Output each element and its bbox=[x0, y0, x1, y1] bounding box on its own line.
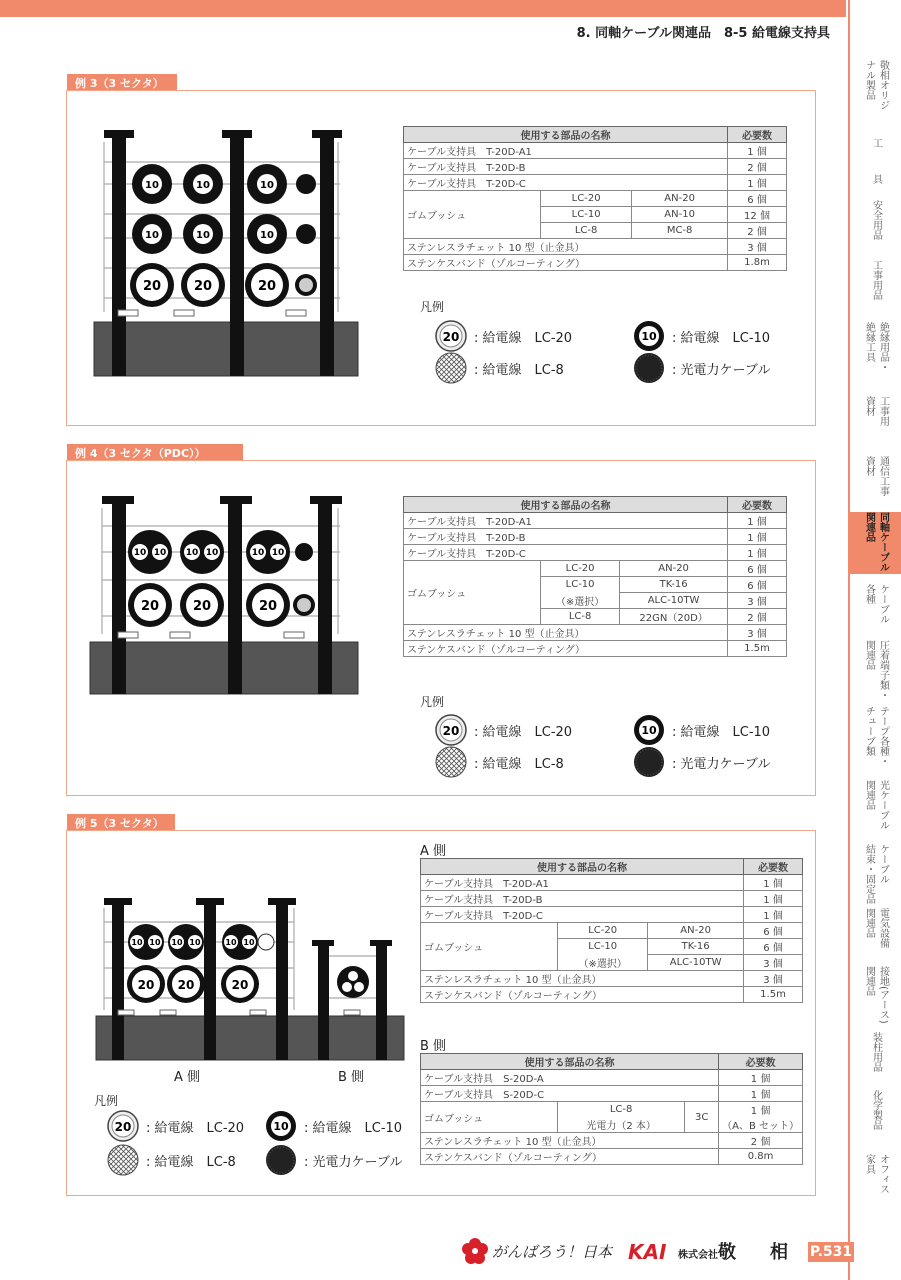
example-5-diagram bbox=[94, 894, 408, 1062]
table-row: ケーブル支持具 T-20D-B 1 個 bbox=[421, 891, 803, 907]
table-row: ステンレスラチェット 10 型（止金具） 2 個 bbox=[421, 1133, 803, 1149]
svg-text:10: 10 bbox=[225, 938, 237, 947]
svg-text:10: 10 bbox=[196, 230, 210, 241]
sidebar-item-binding[interactable]: 結束・固定品 ケーブル bbox=[863, 844, 889, 904]
kai-logo: KAI bbox=[628, 1240, 667, 1264]
cable-label-10: 10 bbox=[145, 180, 159, 191]
example-5-tab: 例 5（3 セクタ） bbox=[67, 814, 175, 830]
table-row: ゴムブッシュ LC-20 AN-20 6 個 bbox=[404, 191, 787, 207]
sidebar-item-chemical[interactable]: 化学製品 bbox=[870, 1090, 882, 1130]
example-3-parts-table: 使用する部品の名称 必要数 ケーブル支持具 T-20D-A1 1 個 ケーブル支持具 T-20D-B 2 個 ケーブル支持具 T-20D-C 1 個 ゴムブッシュ LC-20 AN-20 6 個 LC-10 AN-10 12 個 LC-8 MC-8 2 個 ステンレスラチェット 10 型（止金具） 3 個 ステンケスバンド（ゾルコーティング） 1.8m bbox=[403, 126, 787, 271]
table-row: ケーブル支持具 T-20D-C 1 個 bbox=[404, 545, 787, 561]
footer-logos bbox=[460, 1236, 612, 1266]
svg-text:10: 10 bbox=[251, 548, 265, 558]
company-name-char-2: 相 bbox=[770, 1242, 788, 1263]
legend-optical: : 光電力ケーブル bbox=[632, 352, 770, 384]
lc10-symbol-icon bbox=[632, 714, 666, 746]
legend-title: 凡例 bbox=[420, 300, 445, 314]
svg-text:20: 20 bbox=[140, 599, 160, 614]
table-row: （※選択） ALC-10TW 3 個 bbox=[404, 593, 787, 609]
table-row: LC-10 TK-16 6 個 bbox=[404, 577, 787, 593]
svg-text:20: 20 bbox=[258, 599, 278, 614]
legend-optical: : 光電力ケーブル bbox=[632, 746, 770, 778]
table-row: ケーブル支持具 T-20D-B 2 個 bbox=[404, 159, 787, 175]
footer-slogan: がんばろう！日本 bbox=[492, 1242, 613, 1261]
table-row: ケーブル支持具 S-20D-A 1 個 bbox=[421, 1070, 803, 1086]
lc20-symbol-icon bbox=[434, 320, 468, 352]
example-4-parts-table: 使用する部品の名称 必要数 ケーブル支持具 T-20D-A1 1 個 ケーブル支持具 T-20D-B 1 個 ケーブル支持具 T-20D-C 1 個 ゴムブッシュ LC-20 AN-20 6 個 LC-10 TK-16 6 個 （※選択） ALC-10TW 3 個 LC-8 22GN（20D） 2 個 ステンレスラチェット 10 型（止金具） 3 個 ステンケスバンド（ゾルコーティング） 1.5m bbox=[403, 496, 787, 657]
svg-text:10: 10 bbox=[185, 548, 199, 558]
table-row: ステンレスラチェット 10 型（止金具） 3 個 bbox=[404, 239, 787, 255]
table-row: LC-10 TK-16 6 個 bbox=[421, 939, 803, 955]
svg-text:20: 20 bbox=[142, 279, 162, 294]
legend-lc10: 10 : 給電線 LC-10 bbox=[632, 320, 770, 352]
legend-lc10: 10 : 給電線 LC-10 bbox=[264, 1110, 402, 1142]
svg-text:10: 10 bbox=[131, 938, 143, 947]
example-3-tab: 例 3（3 セクタ） bbox=[67, 74, 177, 90]
sidebar-item-coax[interactable]: 関連品 同軸ケーブル bbox=[850, 512, 901, 574]
top-accent-bar bbox=[0, 0, 846, 17]
table-row: ケーブル支持具 T-20D-A1 1 個 bbox=[404, 513, 787, 529]
svg-text:20: 20 bbox=[192, 599, 212, 614]
table-row: ステンケスバンド（ゾルコーティング） 0.8m bbox=[421, 1149, 803, 1165]
legend-lc10: 10 : 給電線 LC-10 bbox=[632, 714, 770, 746]
lc8-symbol-icon bbox=[434, 746, 468, 778]
b-side-label: B 側 bbox=[338, 1070, 365, 1085]
table-row: ケーブル支持具 S-20D-C 1 個 bbox=[421, 1086, 803, 1102]
svg-text:20: 20 bbox=[442, 330, 460, 344]
lc20-symbol-icon bbox=[106, 1110, 140, 1142]
svg-text:10: 10 bbox=[260, 230, 274, 241]
table-row: ステンケスバンド（ゾルコーティング） 1.5m bbox=[421, 987, 803, 1003]
table-row: ステンレスラチェット 10 型（止金具） 3 個 bbox=[421, 971, 803, 987]
table-row: LC-8 22GN（20D） 2 個 bbox=[404, 609, 787, 625]
table-row: ケーブル支持具 T-20D-A1 1 個 bbox=[404, 143, 787, 159]
svg-text:10: 10 bbox=[149, 938, 161, 947]
table-row: ケーブル支持具 T-20D-B 1 個 bbox=[404, 529, 787, 545]
svg-text:10: 10 bbox=[271, 548, 285, 558]
svg-text:10: 10 bbox=[243, 938, 255, 947]
table-row: LC-10 AN-10 12 個 bbox=[404, 207, 787, 223]
lc8-symbol-icon bbox=[106, 1144, 140, 1176]
page-title: 8. 同軸ケーブル関連品 8-5 給電線支持具 bbox=[576, 26, 830, 41]
table-row: ゴムブッシュ LC-8 3C 1 個 bbox=[421, 1102, 803, 1118]
table-row: 光電力（2 本） （A、B セット） bbox=[421, 1117, 803, 1133]
legend-lc8: : 給電線 LC-8 bbox=[434, 746, 564, 778]
legend-lc20: 20 : 給電線 LC-20 bbox=[106, 1110, 244, 1142]
table-row: ケーブル支持具 T-20D-A1 1 個 bbox=[421, 875, 803, 891]
lc8-symbol-icon bbox=[434, 352, 468, 384]
legend-title: 凡例 bbox=[94, 1094, 119, 1108]
svg-text:20: 20 bbox=[177, 978, 195, 992]
svg-text:10: 10 bbox=[153, 548, 167, 558]
sidebar-item-original[interactable]: ナル製品 敬相オリジ bbox=[863, 60, 889, 110]
legend-lc8: : 給電線 LC-8 bbox=[434, 352, 564, 384]
table-row: ステンケスバンド（ゾルコーティング） 1.5m bbox=[404, 641, 787, 657]
svg-text:10: 10 bbox=[273, 1120, 289, 1133]
svg-text:20: 20 bbox=[257, 279, 277, 294]
svg-text:20: 20 bbox=[137, 978, 155, 992]
table-row: ステンケスバンド（ゾルコーティング） 1.8m bbox=[404, 255, 787, 271]
sidebar-item-grounding[interactable]: 関連品 接地(アース) bbox=[863, 966, 889, 1024]
svg-text:10: 10 bbox=[145, 230, 159, 241]
table-row: （※選択） ALC-10TW 3 個 bbox=[421, 955, 803, 971]
a-side-title: A 側 bbox=[420, 844, 447, 859]
optical-cable-symbol-icon bbox=[632, 352, 666, 384]
example-4-diagram bbox=[88, 490, 366, 698]
cherry-blossom-icon bbox=[460, 1236, 490, 1266]
lc20-symbol-icon bbox=[434, 714, 468, 746]
sidebar-item-electrical[interactable]: 関連品 電気設備 bbox=[863, 908, 889, 948]
legend-lc8: : 給電線 LC-8 bbox=[106, 1144, 236, 1176]
table-row: ゴムブッシュ LC-20 AN-20 6 個 bbox=[421, 923, 803, 939]
table-row: ケーブル支持具 T-20D-C 1 個 bbox=[404, 175, 787, 191]
sidebar-item-optical[interactable]: 関連品 光ケーブル bbox=[863, 780, 889, 830]
svg-text:10: 10 bbox=[189, 938, 201, 947]
sidebar-item-tools-2[interactable]: 具 bbox=[870, 174, 882, 184]
svg-text:10: 10 bbox=[205, 548, 219, 558]
example-5-b-parts-table: 使用する部品の名称 必要数 ケーブル支持具 S-20D-A 1 個 ケーブル支持具 S-20D-C 1 個 ゴムブッシュ LC-8 3C 1 個 光電力（2 本） （A、B セット） ステンレスラチェット 10 型（止金具） 2 個 ステンケスバンド（ゾルコーティング） 0.8m bbox=[420, 1053, 803, 1165]
example-4-tab: 例 4（3 セクタ（PDC）） bbox=[67, 444, 243, 460]
table-row: ゴムブッシュ LC-20 AN-20 6 個 bbox=[404, 561, 787, 577]
sidebar-item-pole[interactable]: 装柱用品 bbox=[870, 1032, 882, 1072]
svg-text:10: 10 bbox=[641, 724, 657, 737]
legend-title: 凡例 bbox=[420, 695, 445, 709]
svg-text:20: 20 bbox=[442, 724, 460, 738]
lc10-symbol-icon bbox=[264, 1110, 298, 1142]
company-name-char-1: 敬 bbox=[718, 1242, 736, 1263]
sidebar-item-materials[interactable]: 資材 工事用 bbox=[863, 396, 889, 426]
sidebar-item-telecom[interactable]: 資材 通信工事 bbox=[863, 456, 889, 496]
sidebar-item-cables[interactable]: 各種 ケーブル bbox=[863, 584, 889, 624]
svg-text:20: 20 bbox=[114, 1120, 132, 1134]
optical-cable-symbol-icon bbox=[632, 746, 666, 778]
sidebar-item-office[interactable]: 家具 オフィス bbox=[863, 1154, 889, 1194]
legend-optical: : 光電力ケーブル bbox=[264, 1144, 402, 1176]
legend-lc20: 20 : 給電線 LC-20 bbox=[434, 320, 572, 352]
sidebar-item-terminals[interactable]: 関連品 圧着端子類・ bbox=[863, 640, 889, 700]
table-row: ケーブル支持具 T-20D-C 1 個 bbox=[421, 907, 803, 923]
table-row: LC-8 MC-8 2 個 bbox=[404, 223, 787, 239]
svg-text:20: 20 bbox=[231, 978, 249, 992]
optical-cable-symbol-icon bbox=[264, 1144, 298, 1176]
sidebar-item-insulation[interactable]: 絶縁工具 絶縁用品・ bbox=[863, 322, 889, 372]
table-row: ステンレスラチェット 10 型（止金具） 3 個 bbox=[404, 625, 787, 641]
b-side-title: B 側 bbox=[420, 1039, 447, 1054]
legend-lc20: 20 : 給電線 LC-20 bbox=[434, 714, 572, 746]
svg-text:10: 10 bbox=[171, 938, 183, 947]
page-number: P.531 bbox=[809, 1244, 853, 1260]
svg-text:20: 20 bbox=[193, 279, 213, 294]
lc10-symbol-icon bbox=[632, 320, 666, 352]
sidebar-item-tools[interactable]: 工 bbox=[870, 138, 882, 148]
sidebar-item-construction[interactable]: 工事用品 bbox=[870, 260, 882, 300]
a-side-label: A 側 bbox=[174, 1070, 201, 1085]
svg-text:10: 10 bbox=[641, 330, 657, 343]
sidebar-item-safety[interactable]: 安全用品 bbox=[870, 200, 882, 240]
svg-text:10: 10 bbox=[196, 180, 210, 191]
example-3-diagram bbox=[88, 122, 366, 380]
company-prefix: 株式会社 bbox=[678, 1250, 718, 1261]
svg-text:10: 10 bbox=[133, 548, 147, 558]
example-5-a-parts-table: 使用する部品の名称 必要数 ケーブル支持具 T-20D-A1 1 個 ケーブル支持具 T-20D-B 1 個 ケーブル支持具 T-20D-C 1 個 ゴムブッシュ LC-20 AN-20 6 個 LC-10 TK-16 6 個 （※選択） ALC-10TW 3 個 ステンレスラチェット 10 型（止金具） 3 個 ステンケスバンド（ゾルコーティング） 1.5m bbox=[420, 858, 803, 1003]
svg-text:10: 10 bbox=[260, 180, 274, 191]
sidebar-item-tapes[interactable]: チューブ類 テープ各種・ bbox=[863, 706, 889, 766]
